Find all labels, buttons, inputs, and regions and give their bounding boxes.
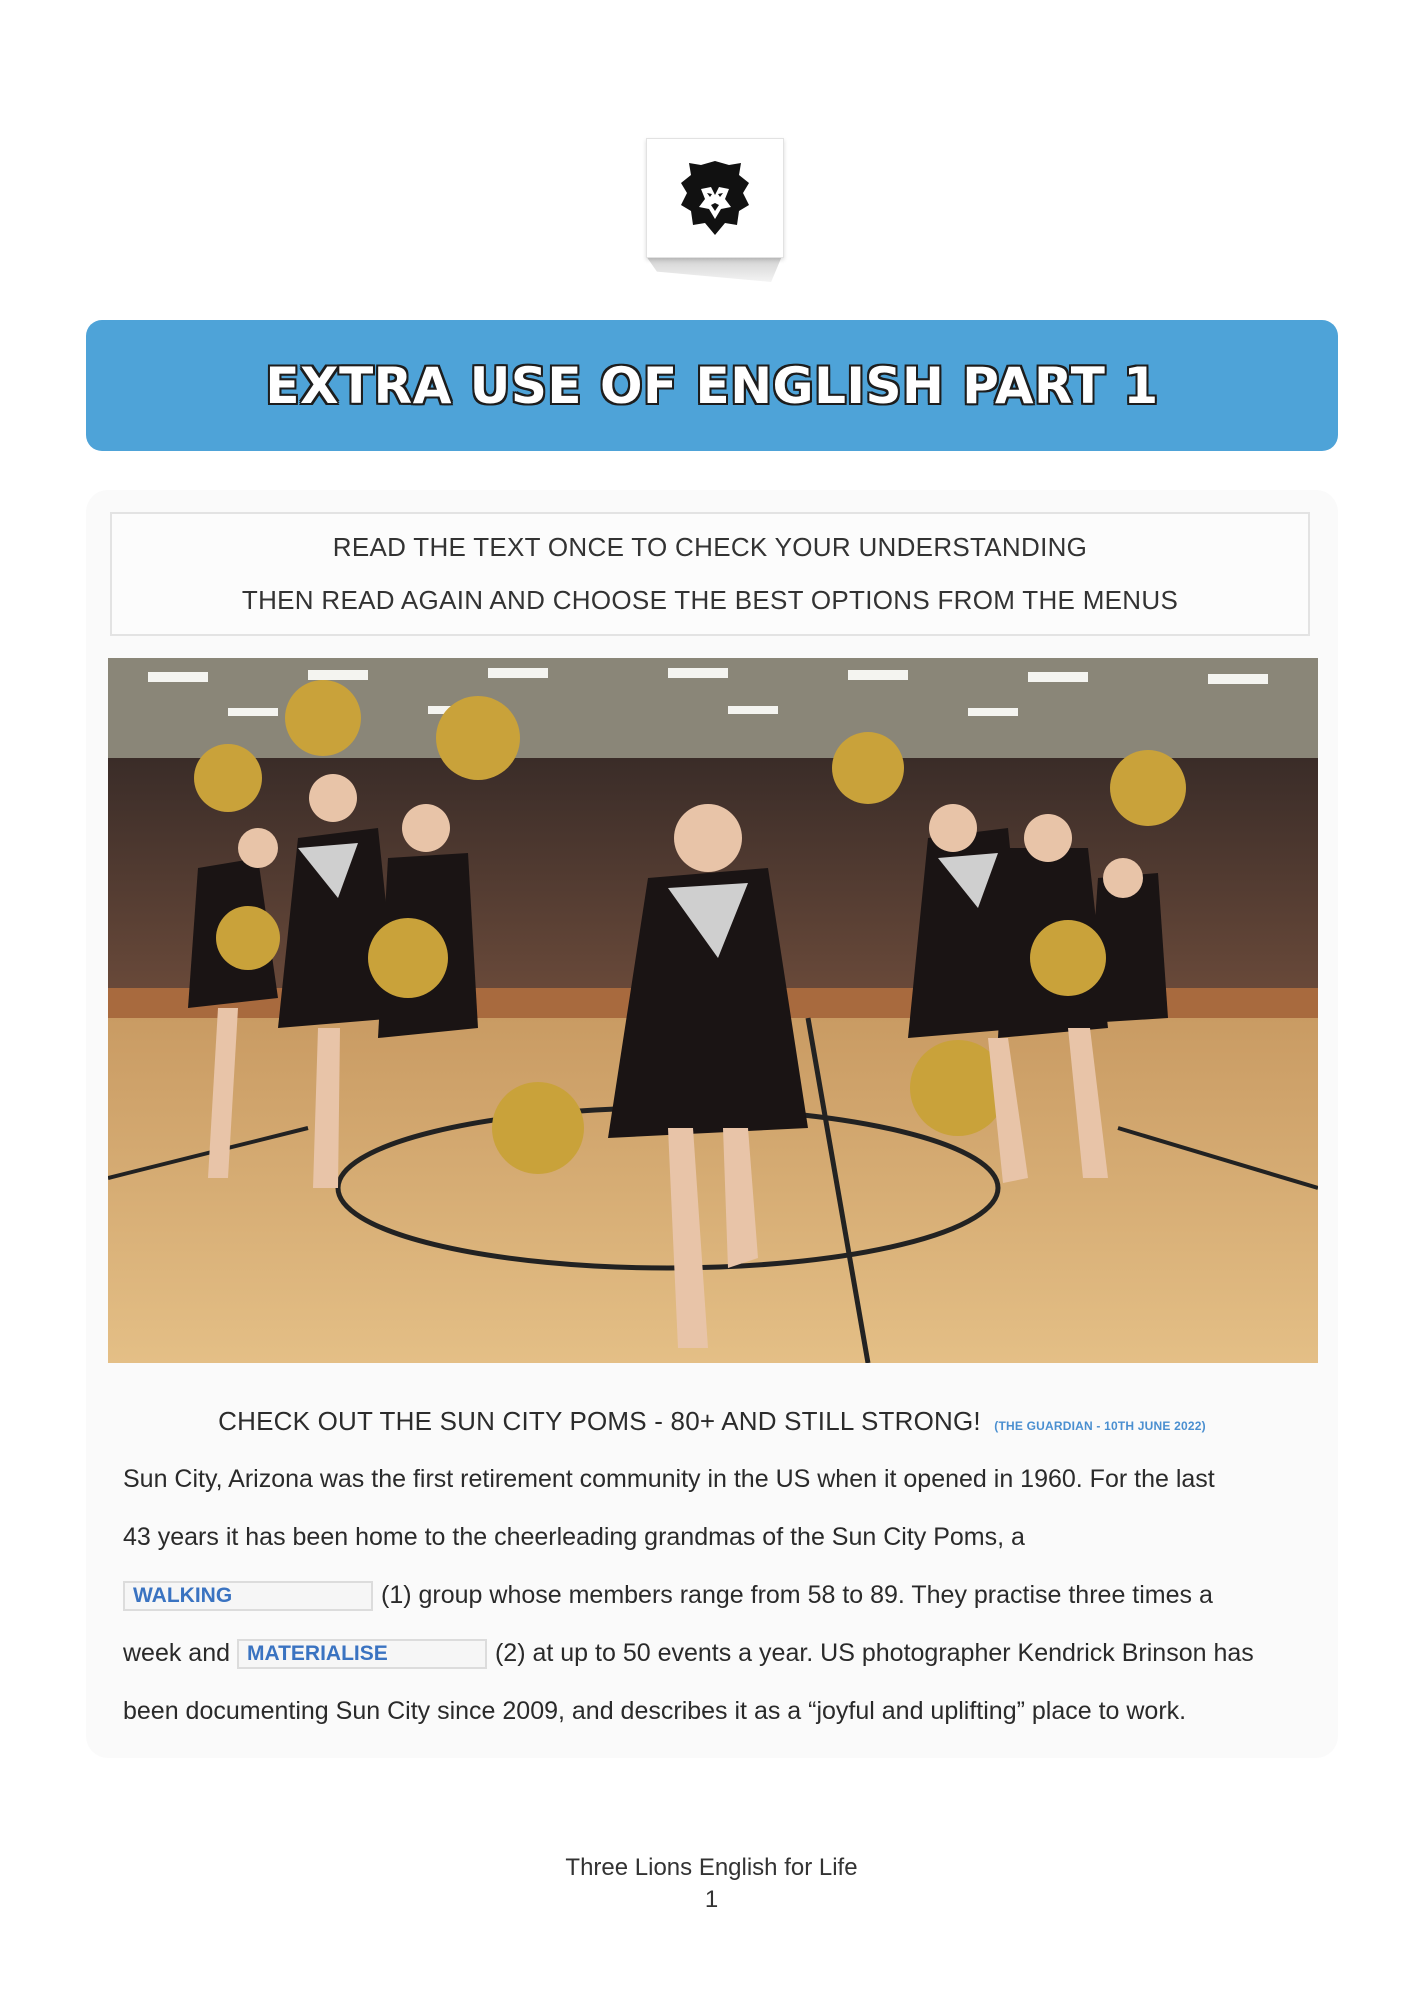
instructions-box [110, 512, 1310, 636]
logo-bookmark [646, 138, 782, 286]
gap-2-dropdown[interactable]: MATERIALISE [237, 1639, 487, 1669]
content-card [86, 490, 1338, 1758]
lion-head-icon [677, 159, 753, 237]
article-source: (THE GUARDIAN - 10TH JUNE 2022) [994, 1419, 1206, 1433]
body-line-3: (1) group whose members range from 58 to 89. They practise three times a [381, 1581, 1213, 1609]
page-title: EXTRA USE OF ENGLISH PART 1 [265, 356, 1159, 415]
title-banner [86, 320, 1338, 451]
instruction-line-2: THEN READ AGAIN AND CHOOSE THE BEST OPTIONS FROM THE MENUS [241, 585, 1179, 615]
body-line-4b: (2) at up to 50 events a year. US photographer Kendrick Brinson has [494, 1639, 1254, 1667]
headline-text: CHECK OUT THE SUN CITY POMS - 80+ AND STILL STRONG! [218, 1406, 981, 1436]
body-line-2: 43 years it has been home to the cheerleading grandmas of the Sun City Poms, a [123, 1523, 1025, 1551]
photo-illustration [108, 658, 1318, 1363]
body-line-4a: week and [123, 1639, 231, 1667]
instruction-line-1: READ THE TEXT ONCE TO CHECK YOUR UNDERSTANDING [332, 532, 1088, 562]
cheerleaders-photo [108, 658, 1318, 1363]
gap-1-dropdown[interactable]: WALKING [123, 1581, 373, 1611]
footer-brand: Three Lions English for Life [565, 1854, 858, 1881]
body-line-5: been documenting Sun City since 2009, and describes it as a “joyful and uplifting” place to work. [123, 1697, 1187, 1725]
page-footer [0, 1852, 1423, 1916]
page-number: 1 [704, 1886, 719, 1913]
logo-card [646, 138, 784, 258]
bookmark-shadow [646, 256, 782, 282]
article-headline [86, 1406, 1338, 1437]
body-line-1: Sun City, Arizona was the first retirement community in the US when it opened in 1960. For the last [123, 1465, 1215, 1493]
article-body [123, 1450, 1313, 1740]
